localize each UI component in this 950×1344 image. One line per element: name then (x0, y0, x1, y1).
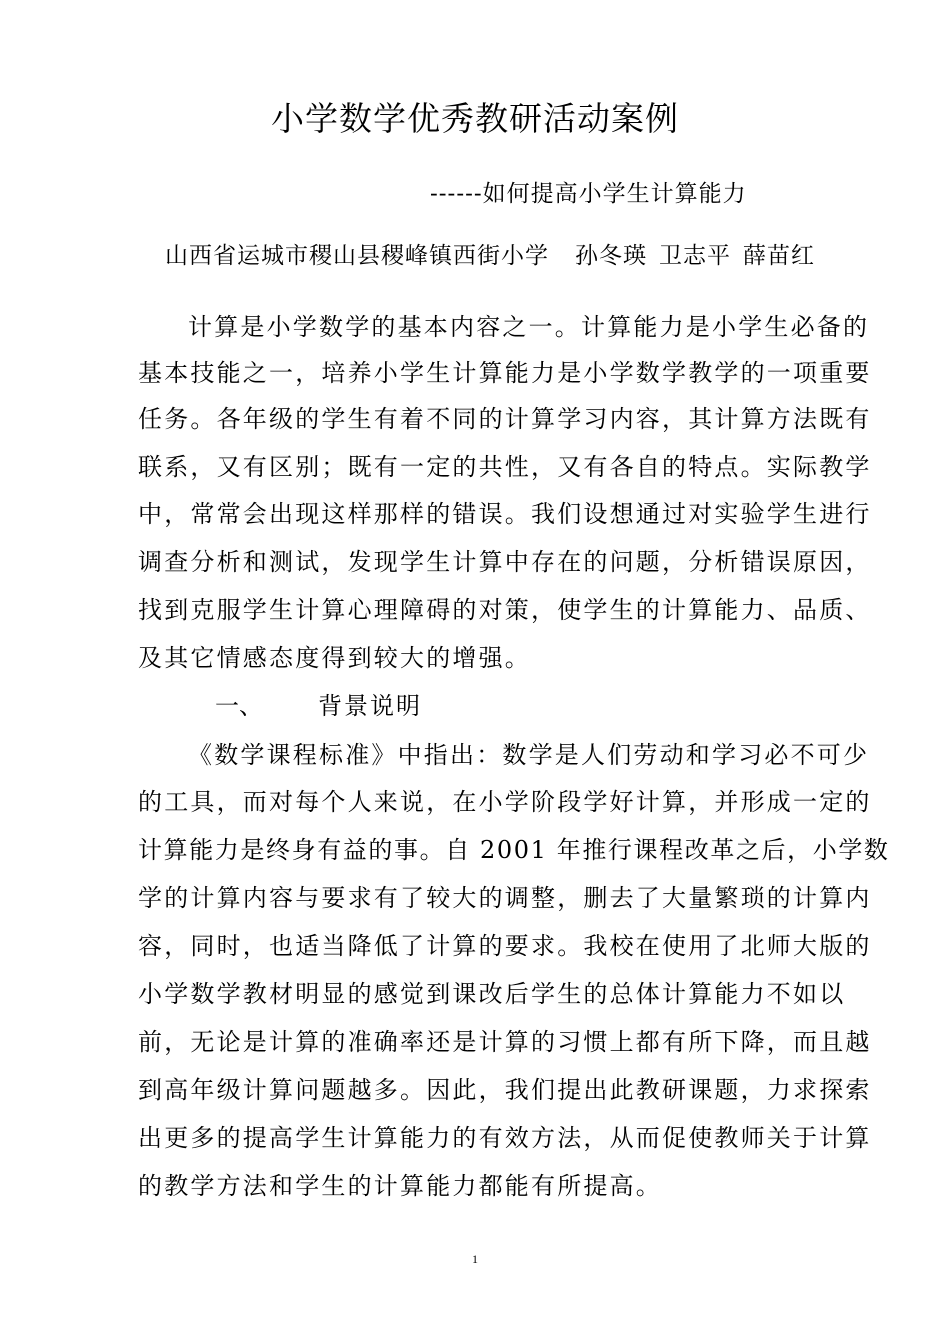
document-subtitle: ------如何提高小学生计算能力 (430, 181, 747, 207)
paragraph-line: 《数学课程标准》中指出：数学是人们劳动和学习必不可少 (188, 741, 870, 769)
paragraph-line: 调查分析和测试，发现学生计算中存在的问题，分析错误原因， (138, 548, 872, 576)
paragraph-line: 联系，又有区别；既有一定的共性，又有各自的特点。实际教学 (138, 453, 872, 481)
paragraph-line: 找到克服学生计算心理障碍的对策，使学生的计算能力、品质、 (138, 596, 872, 624)
paragraph-line: 学的计算内容与要求有了较大的调整，删去了大量繁琐的计算内 (138, 884, 872, 912)
paragraph-line: 基本技能之一，培养小学生计算能力是小学数学教学的一项重要 (138, 359, 872, 387)
paragraph-line: 的工具，而对每个人来说，在小学阶段学好计算，并形成一定的 (138, 788, 872, 816)
section-number: 一、 (215, 692, 263, 720)
school-name: 山西省运城市稷山县稷峰镇西街小学 (165, 243, 549, 269)
author-name: 卫志平 (659, 243, 731, 269)
paragraph-line: 的教学方法和学生的计算能力都能有所提高。 (138, 1172, 662, 1200)
section-heading: 背景说明 (318, 692, 422, 720)
document-title: 小学数学优秀教研活动案例 (271, 99, 679, 138)
paragraph-line: 及其它情感态度得到较大的增强。 (138, 644, 531, 672)
author-line (165, 239, 815, 273)
paragraph-line: 中，常常会出现这样那样的错误。我们设想通过对实验学生进行 (138, 500, 872, 528)
paragraph-line: 计算是小学数学的基本内容之一。计算能力是小学生必备的 (188, 313, 870, 341)
author-name: 薛苗红 (743, 243, 815, 269)
paragraph-line: 小学数学教材明显的感觉到课改后学生的总体计算能力不如以 (138, 980, 846, 1008)
paragraph-line: 前，无论是计算的准确率还是计算的习惯上都有所下降，而且越 (138, 1028, 872, 1056)
page-number: 1 (472, 1252, 478, 1266)
paragraph-line: 容，同时，也适当降低了计算的要求。我校在使用了北师大版的 (138, 932, 872, 960)
paragraph-line: 任务。各年级的学生有着不同的计算学习内容，其计算方法既有 (138, 405, 872, 433)
author-name: 孙冬瑛 (575, 243, 647, 269)
paragraph-line: 计算能力是终身有益的事。自 2001 年推行课程改革之后，小学数 (138, 836, 890, 864)
paragraph-line: 到高年级计算问题越多。因此，我们提出此教研课题，力求探索 (138, 1076, 872, 1104)
paragraph-line: 出更多的提高学生计算能力的有效方法，从而促使教师关于计算 (138, 1124, 872, 1152)
